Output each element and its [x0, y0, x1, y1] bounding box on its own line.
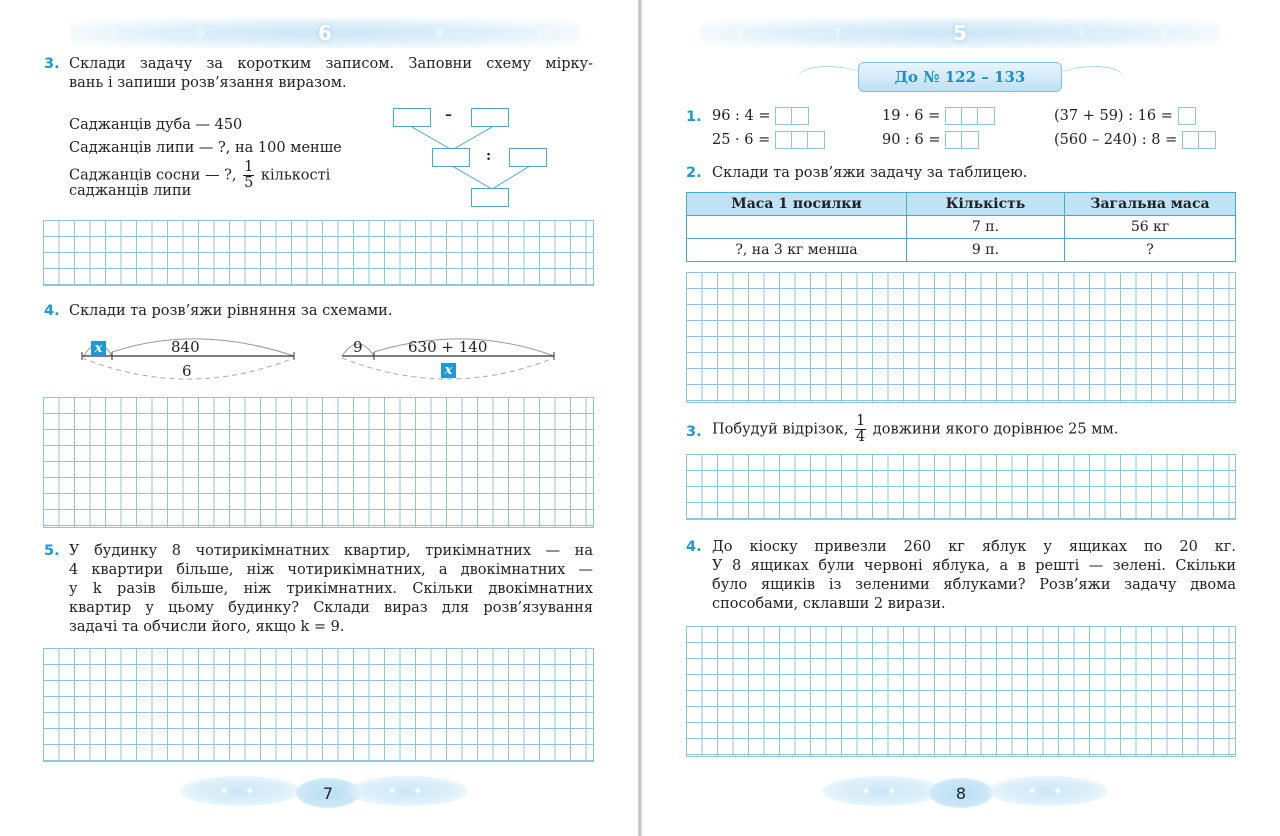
task-text-line: у k разів більше, ніж трикімнатних. Скільки двокімнатних [69, 581, 593, 597]
task-table [686, 192, 1236, 262]
task-5-text [69, 542, 593, 637]
answer-grid[interactable] [43, 397, 594, 528]
table-header: Кількість [907, 193, 1065, 216]
condition-pine-suffix: кількості [260, 167, 331, 184]
answer-grid[interactable] [43, 220, 594, 286]
fraction-numerator: 1 [244, 159, 254, 175]
unknown-x-box: x [441, 363, 456, 378]
fraction-denominator: 5 [244, 175, 254, 191]
answer-grid[interactable] [686, 626, 1236, 757]
expression [1054, 107, 1196, 125]
header-small-number: 2 [1160, 26, 1167, 40]
task-number: 4. [44, 303, 60, 319]
task-text-line: задачі та обчисли його, якщо k = 9. [69, 619, 345, 635]
scheme-1-total-value: 6 [182, 362, 192, 380]
task-text-prefix: Побудуй відрізок, [712, 421, 849, 438]
fraction-numerator: 1 [855, 413, 866, 429]
expression-text: 25 · 6 = [712, 132, 771, 148]
task-text-line: 4 квартири більше, ніж чотирикімнатних, а двокімнатних — [69, 562, 593, 578]
answer-grid[interactable] [686, 454, 1236, 520]
task-4-text: Склади та розв’яжи рівняння за схемами. [69, 303, 393, 319]
header-small-number: 7 [834, 26, 841, 40]
section-banner: До № 122 – 133 [858, 62, 1062, 92]
answer-cells[interactable] [1178, 107, 1196, 125]
footer-decoration: ✦ ✦ [348, 776, 468, 806]
task-text-line: Склади задачу за коротким записом. Заповни схему мірку- [69, 56, 593, 72]
fraction [243, 160, 254, 191]
table-cell: ? [1065, 239, 1236, 262]
answer-cells[interactable] [945, 107, 995, 125]
footer-decoration: ✦ ✦ [822, 776, 942, 806]
header-number: 5 [953, 21, 967, 45]
fraction-denominator: 4 [855, 429, 866, 445]
page-number: 8 [929, 778, 993, 808]
task-text-line: квартир у цьому будинку? Склади вираз для розв’язування [69, 600, 593, 616]
table-header-row [687, 193, 1236, 216]
expression-text: (560 – 240) : 8 = [1054, 132, 1178, 148]
answer-cells[interactable] [775, 107, 809, 125]
task-number: 1. [686, 109, 702, 125]
expression [1054, 131, 1216, 149]
table-cell: ?, на 3 кг менша [687, 239, 907, 262]
answer-cells[interactable] [1182, 131, 1216, 149]
task-number: 3. [44, 56, 60, 72]
expression-text: 19 · 6 = [882, 108, 941, 124]
task-4-text [712, 538, 1236, 614]
expression [712, 131, 825, 149]
footer-decoration: ✦ ✦ [180, 776, 300, 806]
answer-cells[interactable] [775, 131, 825, 149]
expression-text: 90 : 6 = [882, 132, 941, 148]
answer-cells[interactable] [945, 131, 979, 149]
task-text-suffix: довжини якого дорівнює 25 мм. [872, 421, 1119, 438]
expression [882, 131, 979, 149]
expression-text: (37 + 59) : 16 = [1054, 108, 1173, 124]
task-3-text [69, 55, 593, 93]
unknown-x-box: x [91, 341, 106, 356]
header-small-number: 10 [536, 26, 550, 40]
scheme-operator: : [486, 148, 492, 164]
footer-decoration: ✦ ✦ [988, 776, 1108, 806]
task-text-line: способами, склавши 2 вирази. [712, 596, 946, 612]
table-row [687, 239, 1236, 262]
condition-linden: Саджанців липи — ?, на 100 менше [69, 140, 342, 156]
fraction [855, 414, 866, 445]
scheme-2-part-value: 630 + 140 [408, 338, 488, 356]
scheme-operator: – [445, 107, 452, 123]
task-number: 2. [686, 165, 702, 181]
task-number: 3. [686, 424, 702, 440]
scheme-box[interactable] [509, 148, 547, 167]
table-row [687, 216, 1236, 239]
header-small-number: 3 [1078, 26, 1085, 40]
task-3-text [712, 414, 1232, 445]
answer-grid[interactable] [43, 648, 594, 762]
expression [882, 107, 995, 125]
left-page [0, 0, 638, 836]
scheme-box[interactable] [432, 148, 470, 167]
header-small-number: 9 [198, 26, 205, 40]
expression-text: 96 : 4 = [712, 108, 771, 124]
condition-pine-line2: саджанців липи [69, 183, 192, 199]
scheme-box[interactable] [471, 108, 509, 127]
task-number: 5. [44, 543, 60, 559]
task-text-line: У будинку 8 чотирикімнатних квартир, трикімнатних — на [69, 543, 593, 559]
table-header: Маса 1 посилки [687, 193, 907, 216]
header-decoration [700, 18, 1220, 48]
task-text-line: було ящиків із зеленими яблуками? Розв’яжи задачу двома [712, 577, 1236, 593]
scheme-1-part-value: 840 [171, 338, 200, 356]
scheme-box[interactable] [471, 188, 509, 207]
header-small-number: 3 [110, 26, 117, 40]
table-cell: 56 кг [1065, 216, 1236, 239]
condition-pine-prefix: Саджанців сосни — ?, [69, 167, 237, 184]
task-text-line: До кіоску привезли 260 кг яблук у ящиках по 20 кг. [712, 539, 1236, 555]
header-number: 6 [318, 21, 332, 45]
task-text-line: вань і запиши розв’язання виразом. [69, 75, 347, 91]
table-header: Загальна маса [1065, 193, 1236, 216]
table-cell: 9 п. [907, 239, 1065, 262]
task-2-text: Склади та розв’яжи задачу за таблицею. [712, 165, 1028, 181]
task-number: 4. [686, 539, 702, 555]
page-number: 7 [296, 778, 360, 808]
header-small-number: 8 [436, 26, 443, 40]
answer-grid[interactable] [686, 272, 1236, 403]
header-decoration [70, 18, 580, 48]
task-text-line: У 8 ящиках були червоні яблука, а в решті — зелені. Скільки [712, 558, 1236, 574]
condition-oak: Саджанців дуба — 450 [69, 117, 243, 133]
table-cell [687, 216, 907, 239]
expression [712, 107, 809, 125]
scheme-2-part-value: 9 [353, 338, 363, 356]
scheme-box[interactable] [393, 108, 431, 127]
header-small-number: 9 [736, 26, 743, 40]
table-cell: 7 п. [907, 216, 1065, 239]
short-record [69, 114, 389, 199]
